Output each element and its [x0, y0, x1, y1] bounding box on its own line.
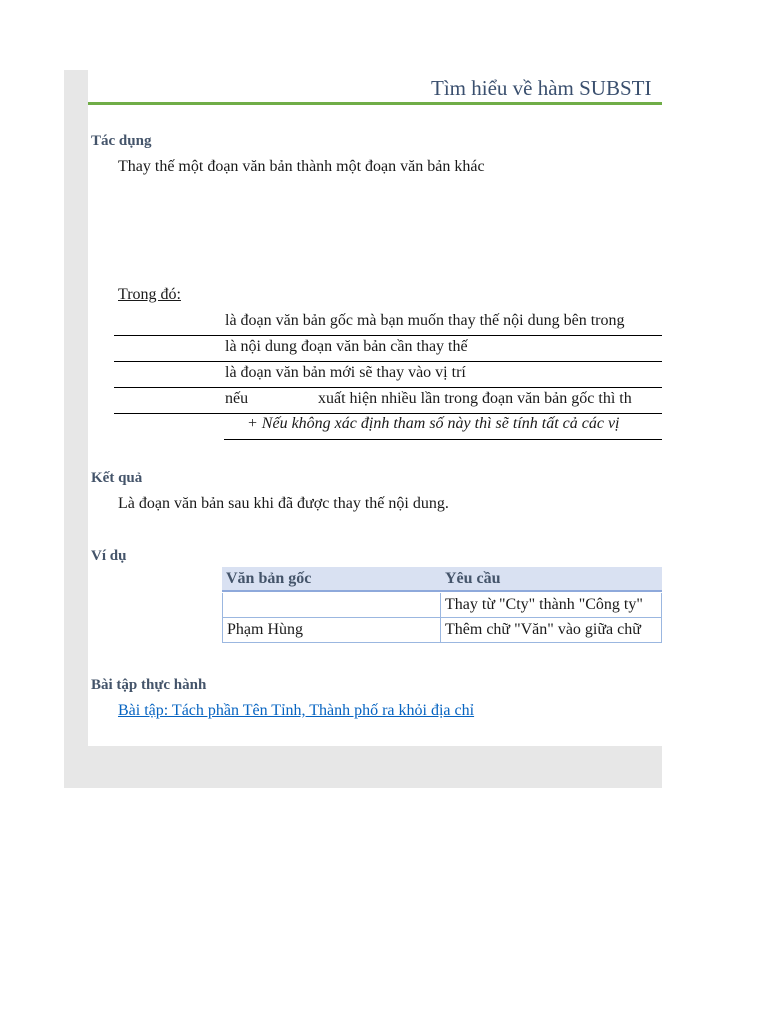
heading-vi-du: Ví dụ	[91, 548, 127, 564]
param-row	[114, 309, 662, 336]
param-prefix: nếu	[225, 390, 249, 407]
table-header-cell: Văn bản gốc	[222, 567, 441, 592]
table-cell[interactable]: Phạm Hùng	[222, 618, 441, 643]
param-description: là đoạn văn bản mới sẽ thay vào vị trí	[225, 364, 466, 381]
ket-qua-text: Là đoạn văn bản sau khi đã được thay thế nội dung.	[118, 495, 449, 512]
param-description: là nội dung đoạn văn bản cần thay thế	[225, 338, 468, 355]
worksheet	[88, 70, 662, 746]
exercise-link[interactable]: Bài tập: Tách phần Tên Tỉnh, Thành phố ra khỏi địa chỉ	[118, 702, 475, 719]
table-cell[interactable]	[222, 593, 441, 618]
table-header-cell: Yêu cầu	[441, 567, 662, 592]
param-row	[114, 335, 662, 362]
param-row	[114, 361, 662, 388]
param-description: xuất hiện nhiều lần trong đoạn văn bản gốc thì th	[318, 390, 632, 407]
param-note: + Nếu không xác định tham số này thì sẽ tính tất cả các vị	[247, 415, 620, 432]
trong-do-label: Trong đó:	[118, 286, 181, 303]
title-underline	[88, 102, 662, 105]
heading-ket-qua: Kết quả	[91, 470, 143, 486]
param-row	[114, 387, 662, 414]
heading-tac-dung: Tác dụng	[91, 133, 152, 149]
param-note-row	[224, 413, 662, 440]
table-cell[interactable]: Thêm chữ "Văn" vào giữa chữ	[441, 618, 662, 643]
heading-bai-tap: Bài tập thực hành	[91, 677, 207, 693]
table-cell[interactable]: Thay từ "Cty" thành "Công ty"	[441, 593, 662, 618]
page-title: Tìm hiểu về hàm SUBSTI	[431, 76, 652, 100]
param-description: là đoạn văn bản gốc mà bạn muốn thay thế nội dung bên trong	[225, 312, 625, 329]
tac-dung-text: Thay thế một đoạn văn bản thành một đoạn văn bản khác	[118, 158, 485, 175]
